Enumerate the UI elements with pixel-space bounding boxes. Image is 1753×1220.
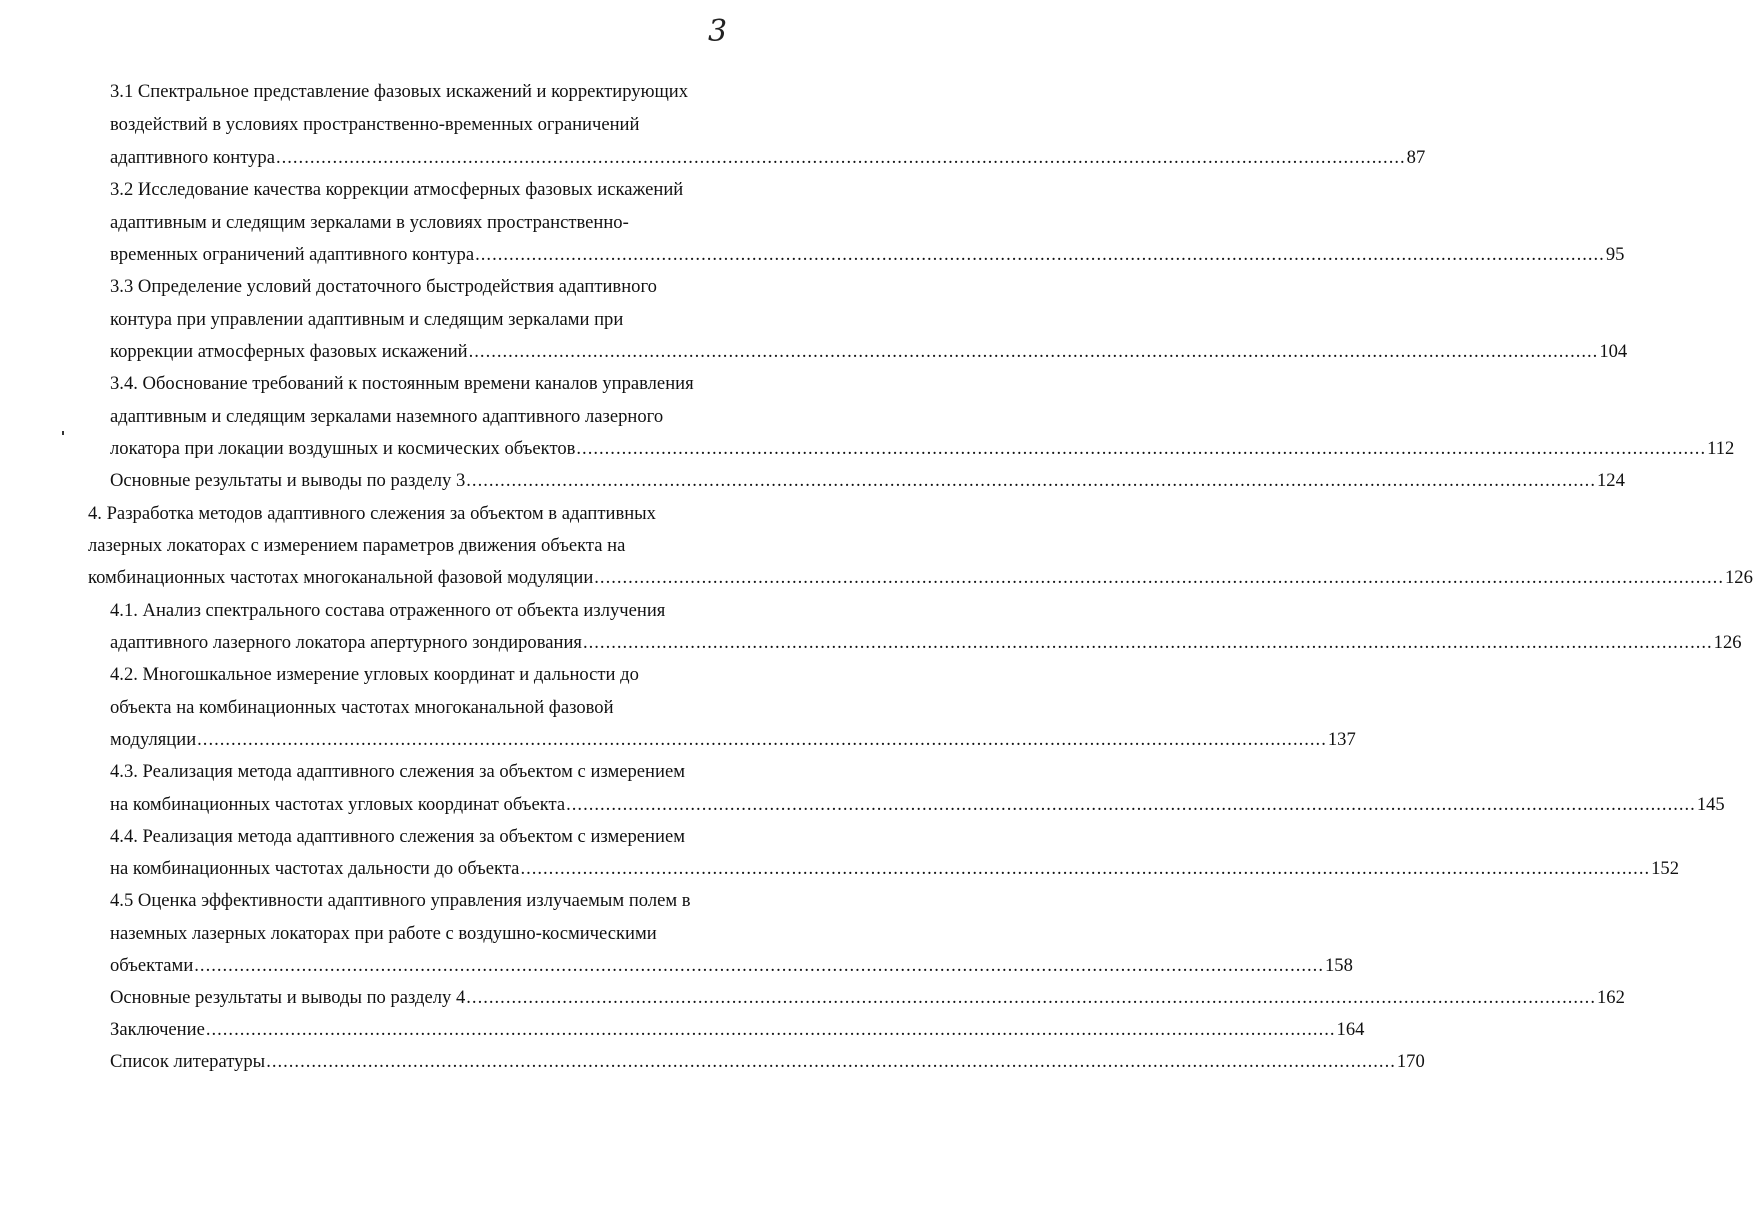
toc-entry-text: модуляции — [110, 729, 197, 750]
toc-page-number: 170 — [1396, 1051, 1425, 1072]
toc-entry-text: локатора при локации воздушных и космических объектов — [110, 438, 576, 459]
page-number: 3 — [708, 14, 728, 49]
toc-page-number: 126 — [1713, 632, 1742, 653]
toc-entry-results-4[interactable] — [110, 987, 1625, 1009]
toc-page-number: 137 — [1327, 729, 1356, 750]
toc-page-number: 112 — [1707, 438, 1735, 459]
toc-entry-3-2-line-2: адаптивным и следящим зеркалами в условиях пространственно- — [110, 212, 629, 233]
toc-page-number: 124 — [1596, 470, 1625, 491]
toc-page-number: 95 — [1605, 244, 1625, 265]
toc-entry-3-1-line-1: 3.1 Спектральное представление фазовых искажений и корректирующих — [110, 81, 689, 102]
toc-entry-3-4-line-2: адаптивным и следящим зеркалами наземного адаптивного лазерного — [110, 406, 664, 427]
toc-entry-text: временных ограничений адаптивного контура — [110, 244, 475, 265]
toc-entry-4-line-1: 4. Разработка методов адаптивного слежения за объектом в адаптивных — [88, 503, 656, 524]
toc-page-number: 145 — [1696, 794, 1725, 815]
toc-entry-text: Список литературы — [110, 1051, 266, 1072]
toc-entry-4-2-last[interactable] — [110, 729, 1356, 751]
dot-leader: ........................................................................................................................................................................................................ — [468, 341, 1599, 362]
dot-leader: ........................................................................................................................................................................................................ — [197, 729, 1327, 750]
toc-entry-text: коррекции атмосферных фазовых искажений — [110, 341, 468, 362]
toc-page-number: 164 — [1336, 1019, 1365, 1040]
toc-entry-4-4-last[interactable] — [110, 858, 1680, 880]
toc-entry-text: адаптивного лазерного локатора апертурного зондирования — [110, 632, 582, 653]
dot-leader: ........................................................................................................................................................................................................ — [266, 1051, 1396, 1072]
toc-entry-text: Основные результаты и выводы по разделу 4 — [110, 987, 466, 1008]
dot-leader: ........................................................................................................................................................................................................ — [520, 858, 1651, 879]
toc-entry-3-3-last[interactable] — [110, 341, 1628, 363]
toc-entry-4-3-last[interactable] — [110, 794, 1725, 816]
toc-entry-4-last[interactable] — [88, 567, 1753, 589]
toc-page-number: 87 — [1406, 147, 1426, 168]
toc-entry-3-3-line-2: контура при управлении адаптивным и следящим зеркалами при — [110, 309, 624, 330]
dot-leader: ........................................................................................................................................................................................................ — [466, 470, 1596, 491]
toc-entry-text: на комбинационных частотах угловых координат объекта — [110, 794, 566, 815]
toc-entry-3-4-last[interactable] — [110, 438, 1735, 460]
toc-entry-references[interactable] — [110, 1051, 1425, 1073]
toc-entry-4-4-line-1: 4.4. Реализация метода адаптивного слежения за объектом с измерением — [110, 826, 685, 847]
toc-entry-4-2-line-2: объекта на комбинационных частотах многоканальной фазовой — [110, 697, 614, 718]
dot-leader: ........................................................................................................................................................................................................ — [475, 244, 1605, 265]
toc-entry-4-1-line-1: 4.1. Анализ спектрального состава отраженного от объекта излучения — [110, 600, 666, 621]
dot-leader: ........................................................................................................................................................................................................ — [194, 955, 1324, 976]
toc-entry-3-3-line-1: 3.3 Определение условий достаточного быстродействия адаптивного — [110, 276, 657, 297]
dot-leader: ........................................................................................................................................................................................................ — [576, 438, 1707, 459]
dot-leader: ........................................................................................................................................................................................................ — [594, 567, 1724, 588]
toc-entry-text: объектами — [110, 955, 194, 976]
toc-entry-4-1-last[interactable] — [110, 632, 1742, 654]
toc-entry-results-3[interactable] — [110, 470, 1625, 492]
dot-leader: ........................................................................................................................................................................................................ — [566, 794, 1696, 815]
toc-entry-3-1-last[interactable] — [110, 147, 1426, 169]
toc-entry-text: комбинационных частотах многоканальной фазовой модуляции — [88, 567, 594, 588]
toc-entry-4-2-line-1: 4.2. Многошкальное измерение угловых координат и дальности до — [110, 664, 639, 685]
toc-page-number: 152 — [1651, 858, 1680, 879]
toc-entry-text: адаптивного контура — [110, 147, 275, 168]
toc-entry-4-5-line-2: наземных лазерных локаторах при работе с воздушно-космическими — [110, 923, 657, 944]
toc-entry-text: Основные результаты и выводы по разделу 3 — [110, 470, 466, 491]
toc-entry-4-line-2: лазерных локаторах с измерением параметров движения объекта на — [88, 535, 626, 556]
toc-entry-4-5-line-1: 4.5 Оценка эффективности адаптивного управления излучаемым полем в — [110, 890, 691, 911]
toc-page-number: 158 — [1324, 955, 1353, 976]
toc-page-number: 126 — [1724, 567, 1753, 588]
toc-entry-4-3-line-1: 4.3. Реализация метода адаптивного слежения за объектом с измерением — [110, 761, 685, 782]
toc-entry-4-5-last[interactable] — [110, 955, 1353, 977]
dot-leader: ........................................................................................................................................................................................................ — [205, 1019, 1336, 1040]
dot-leader: ........................................................................................................................................................................................................ — [582, 632, 1713, 653]
toc-page-number: 162 — [1596, 987, 1625, 1008]
toc-entry-text: на комбинационных частотах дальности до объекта — [110, 858, 520, 879]
toc-entry-3-1-line-2: воздействий в условиях пространственно-временных ограничений — [110, 114, 640, 135]
toc-entry-conclusion[interactable] — [110, 1019, 1365, 1041]
dot-leader: ........................................................................................................................................................................................................ — [275, 147, 1406, 168]
stray-mark — [62, 431, 64, 435]
toc-entry-text: Заключение — [110, 1019, 205, 1040]
toc-entry-3-4-line-1: 3.4. Обоснование требований к постоянным времени каналов управления — [110, 373, 694, 394]
toc-entry-3-2-last[interactable] — [110, 244, 1625, 266]
dot-leader: ........................................................................................................................................................................................................ — [466, 987, 1596, 1008]
toc-page-number: 104 — [1599, 341, 1628, 362]
toc-entry-3-2-line-1: 3.2 Исследование качества коррекции атмосферных фазовых искажений — [110, 179, 684, 200]
